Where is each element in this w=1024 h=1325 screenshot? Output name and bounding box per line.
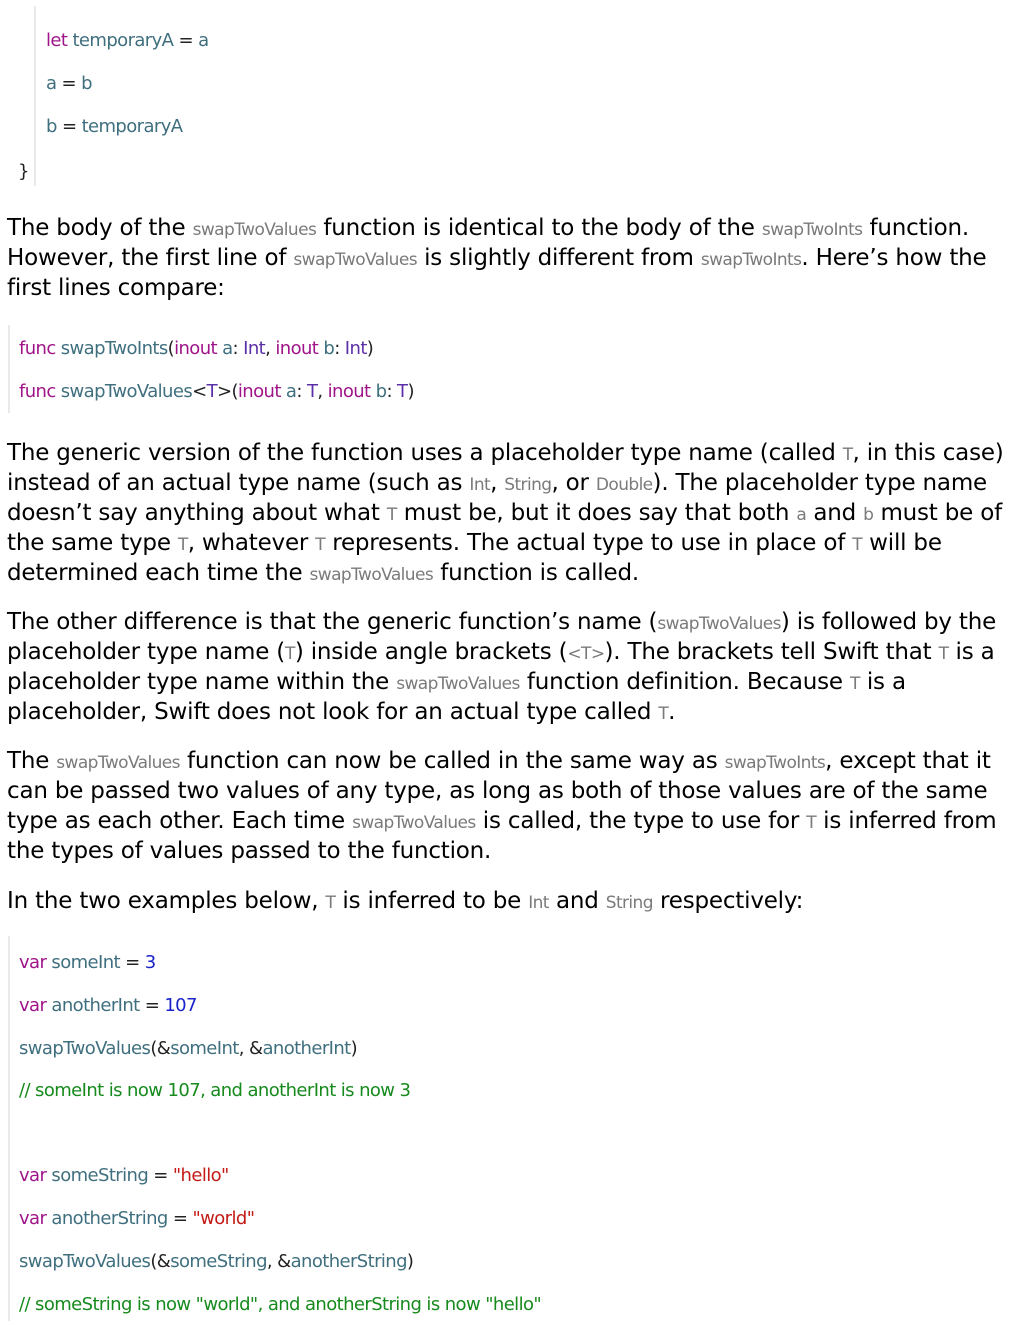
punct: : bbox=[334, 338, 345, 359]
inline-code: T bbox=[658, 704, 669, 724]
text: The generic version of the function uses a placeholder type name (called bbox=[7, 440, 843, 466]
code-line bbox=[46, 116, 182, 138]
inline-code: swapTwoInts bbox=[761, 220, 863, 240]
text: is a bbox=[948, 639, 995, 665]
type: T bbox=[397, 381, 408, 402]
code-comment: // someInt is now 107, and anotherInt is now 3 bbox=[19, 1080, 411, 1101]
text: is inferred to be bbox=[335, 888, 529, 914]
inline-code: b bbox=[863, 505, 874, 525]
text: placeholder, Swift does not look for an actual type called bbox=[7, 699, 659, 725]
identifier: b bbox=[81, 73, 92, 94]
inline-code: Int bbox=[528, 893, 549, 913]
inline-code: T bbox=[177, 535, 188, 555]
param: a bbox=[285, 381, 297, 402]
text: must be of bbox=[873, 500, 1002, 526]
paragraph-angle-brackets bbox=[7, 607, 1012, 727]
punct: ) bbox=[407, 381, 414, 402]
inline-code: T bbox=[325, 893, 336, 913]
code-comment: // someString is now "world", and anotherString is now "hello" bbox=[19, 1294, 542, 1315]
text: will be bbox=[862, 530, 942, 556]
inline-code: swapTwoValues bbox=[309, 565, 434, 585]
operator: = bbox=[56, 73, 82, 94]
text: function. bbox=[862, 215, 969, 241]
punct: , & bbox=[266, 1251, 291, 1272]
text: However, the first line of bbox=[7, 245, 294, 271]
keyword: var bbox=[19, 1165, 47, 1186]
text: the types of values passed to the function. bbox=[7, 838, 492, 864]
punct: ( bbox=[167, 338, 175, 359]
param: a bbox=[222, 338, 233, 359]
text: . bbox=[668, 699, 676, 725]
text: can be passed two values of any type, as long as both of those values are of the same bbox=[7, 778, 988, 804]
code-line bbox=[19, 1038, 357, 1060]
function-call: swapTwoValues bbox=[19, 1251, 151, 1272]
text: function definition. Because bbox=[519, 669, 850, 695]
code-line bbox=[19, 1165, 229, 1187]
text: is called, the type to use for bbox=[475, 808, 807, 834]
inline-code: swapTwoInts bbox=[724, 753, 826, 773]
code-line-swapTwoValues bbox=[19, 381, 414, 403]
punct: (& bbox=[150, 1038, 171, 1059]
text: instead of an actual type name (such as bbox=[7, 470, 470, 496]
inline-code: <T> bbox=[567, 644, 605, 664]
keyword: inout bbox=[327, 381, 371, 402]
paragraph-calling bbox=[7, 746, 1012, 866]
inline-code: T bbox=[386, 505, 397, 525]
inline-code: Double bbox=[595, 475, 653, 495]
keyword: func bbox=[19, 381, 56, 402]
inline-code: String bbox=[605, 893, 653, 913]
operator: = bbox=[120, 952, 145, 973]
text: function can now be called in the same way as bbox=[179, 748, 725, 774]
inline-code: swapTwoValues bbox=[657, 614, 781, 634]
keyword: inout bbox=[174, 338, 217, 359]
closing-brace: } bbox=[18, 161, 29, 182]
paragraph-placeholder-type bbox=[7, 438, 1012, 588]
inline-code: a bbox=[796, 505, 807, 525]
text: , bbox=[490, 470, 505, 496]
punct: < bbox=[192, 381, 207, 402]
text: , in this case) bbox=[852, 440, 1004, 466]
code-line bbox=[19, 952, 156, 974]
inline-code: swapTwoValues bbox=[192, 220, 317, 240]
code-block-swap-body bbox=[18, 6, 636, 186]
text: , whatever bbox=[187, 530, 316, 556]
punct: >( bbox=[217, 381, 238, 402]
text: is slightly different from bbox=[416, 245, 701, 271]
operator: = bbox=[56, 116, 82, 137]
text: the same type bbox=[7, 530, 178, 556]
punct: ) bbox=[366, 338, 374, 359]
param: b bbox=[375, 381, 387, 402]
inline-code: swapTwoValues bbox=[293, 250, 417, 270]
inline-code: Int bbox=[469, 475, 491, 495]
code-line bbox=[19, 1251, 413, 1273]
keyword: inout bbox=[237, 381, 281, 402]
type: T bbox=[306, 381, 318, 402]
code-line bbox=[46, 73, 92, 95]
text: , except that it bbox=[825, 748, 991, 774]
param: b bbox=[323, 338, 335, 359]
identifier: b bbox=[46, 116, 57, 137]
inline-code: T bbox=[315, 535, 326, 555]
code-block-examples bbox=[8, 936, 710, 1321]
operator: = bbox=[148, 1165, 173, 1186]
punct: , bbox=[265, 338, 276, 359]
punct: : bbox=[232, 338, 244, 359]
paragraph-examples-intro bbox=[7, 886, 1012, 916]
text: ). The placeholder type name bbox=[652, 470, 987, 496]
keyword: var bbox=[19, 995, 47, 1016]
keyword: func bbox=[19, 338, 56, 359]
text: ). The brackets tell Swift that bbox=[604, 639, 939, 665]
identifier: someInt bbox=[170, 1038, 239, 1059]
string-literal: "hello" bbox=[172, 1165, 229, 1186]
inline-code: swapTwoInts bbox=[700, 250, 802, 270]
operator: = bbox=[139, 995, 165, 1016]
inline-code: String bbox=[504, 475, 552, 495]
type: T bbox=[206, 381, 217, 402]
identifier: temporaryA bbox=[72, 30, 174, 51]
identifier: anotherString bbox=[51, 1208, 168, 1229]
text: ) inside angle brackets ( bbox=[294, 639, 568, 665]
inline-code: T bbox=[849, 674, 860, 694]
inline-code: T bbox=[938, 644, 949, 664]
text: ) is followed by the bbox=[780, 609, 997, 635]
text: placeholder type name within the bbox=[7, 669, 397, 695]
text: . Here’s how the bbox=[801, 245, 987, 271]
text: respectively: bbox=[652, 888, 804, 914]
inline-code: T bbox=[852, 535, 863, 555]
text: function is identical to the body of the bbox=[316, 215, 762, 241]
keyword: let bbox=[46, 30, 68, 51]
punct: : bbox=[296, 381, 307, 402]
type: Int bbox=[243, 338, 266, 359]
text: first lines compare: bbox=[7, 275, 225, 301]
punct: (& bbox=[150, 1251, 171, 1272]
keyword: var bbox=[19, 1208, 47, 1229]
type: Int bbox=[344, 338, 367, 359]
identifier: temporaryA bbox=[81, 116, 183, 137]
text: must be, but it does say that both bbox=[396, 500, 797, 526]
text: is inferred from bbox=[816, 808, 997, 834]
paragraph-body-comparison bbox=[7, 213, 1012, 303]
code-line bbox=[19, 1208, 254, 1230]
code-line bbox=[19, 995, 197, 1017]
operator: = bbox=[173, 30, 199, 51]
identifier: anotherInt bbox=[262, 1038, 351, 1059]
code-block-signatures bbox=[8, 325, 610, 413]
punct: , bbox=[317, 381, 328, 402]
text: The bbox=[7, 748, 57, 774]
operator: = bbox=[167, 1208, 193, 1229]
function-call: swapTwoValues bbox=[19, 1038, 151, 1059]
punct: : bbox=[386, 381, 398, 402]
identifier: anotherInt bbox=[51, 995, 140, 1016]
text: In the two examples below, bbox=[7, 888, 326, 914]
string-literal: "world" bbox=[192, 1208, 255, 1229]
number-literal: 107 bbox=[164, 995, 197, 1016]
text: The body of the bbox=[7, 215, 193, 241]
identifier: anotherString bbox=[290, 1251, 407, 1272]
text: determined each time the bbox=[7, 560, 310, 586]
inline-code: T bbox=[285, 644, 295, 664]
code-line bbox=[46, 30, 209, 52]
identifier: a bbox=[198, 30, 209, 51]
text: and bbox=[806, 500, 864, 526]
text: doesn’t say anything about what bbox=[7, 500, 387, 526]
inline-code: swapTwoValues bbox=[352, 813, 476, 833]
text: and bbox=[548, 888, 606, 914]
inline-code: T bbox=[806, 813, 817, 833]
keyword: inout bbox=[275, 338, 319, 359]
punct: , & bbox=[238, 1038, 263, 1059]
inline-code: swapTwoValues bbox=[396, 674, 520, 694]
identifier: someInt bbox=[51, 952, 120, 973]
identifier: someString bbox=[51, 1165, 149, 1186]
punct: ) bbox=[350, 1038, 358, 1059]
punct: ) bbox=[406, 1251, 414, 1272]
text: The other difference is that the generic function’s name ( bbox=[7, 609, 658, 635]
inline-code: swapTwoValues bbox=[56, 753, 180, 773]
function-name: swapTwoInts bbox=[60, 338, 168, 359]
keyword: var bbox=[19, 952, 47, 973]
text: function is called. bbox=[433, 560, 639, 586]
identifier: a bbox=[46, 73, 57, 94]
identifier: someString bbox=[170, 1251, 267, 1272]
number-literal: 3 bbox=[144, 952, 156, 973]
text: type as each other. Each time bbox=[7, 808, 353, 834]
text: placeholder type name ( bbox=[7, 639, 286, 665]
text: is a bbox=[859, 669, 906, 695]
text: represents. The actual type to use in place of bbox=[325, 530, 853, 556]
text: , or bbox=[551, 470, 596, 496]
function-name: swapTwoValues bbox=[60, 381, 193, 402]
inline-code: T bbox=[842, 445, 853, 465]
code-line-swapTwoInts bbox=[19, 338, 373, 360]
